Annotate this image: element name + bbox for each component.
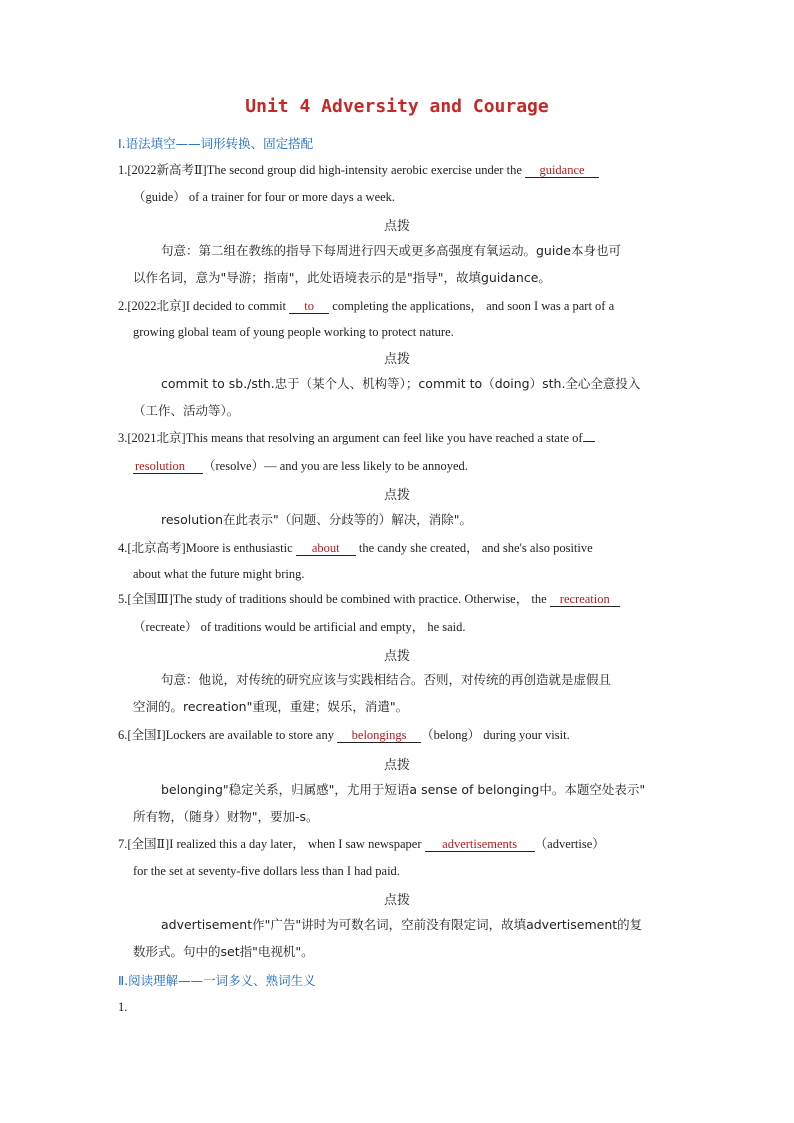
explanation-2-line-2: （工作、活动等）。 xyxy=(133,403,240,418)
question-4-line-1: 4.[北京高考]Moore is enthusiastic about the candy she created， and she's also positive xyxy=(118,541,593,555)
explanation-6-line-2: 所有物，（随身）财物"，要加-s。 xyxy=(133,809,319,824)
answer-4: about xyxy=(296,541,356,556)
question-6-line-1: 6.[全国Ⅰ]Lockers are available to store any belongings （belong） during your visit. xyxy=(118,728,570,742)
answer-5: recreation xyxy=(550,592,620,607)
question-5-line-2: （recreate） of traditions would be artificial and empty， he said. xyxy=(133,620,466,634)
explanation-5-line-2: 空洞的。recreation"重现，重建；娱乐，消遣"。 xyxy=(133,699,409,714)
hint-label: 点拨 xyxy=(383,488,410,503)
answer-3: resolution xyxy=(133,459,203,474)
answer-7: advertisements xyxy=(425,837,535,852)
hint-label: 点拨 xyxy=(383,758,410,773)
hint-label: 点拨 xyxy=(383,352,410,367)
answer-2: to xyxy=(289,299,329,314)
explanation-2-line-1: commit to sb./sth.忠于（某个人、机构等）；commit to（doing）sth.全心全意投入 xyxy=(161,376,641,391)
question-4-line-2: about what the future might bring. xyxy=(133,567,305,581)
explanation-5-line-1: 句意：他说，对传统的研究应该与实践相结合。否则，对传统的再创造就是虚假且 xyxy=(161,672,612,687)
question-1-line-2: （guide） of a trainer for four or more days a week. xyxy=(133,190,396,204)
question-3-line-1: 3.[2021北京]This means that resolving an argument can feel like you have reached a state of xyxy=(118,430,595,446)
question-2-line-1: 2.[2022北京]I decided to commit to completing the applications， and soon I was a part of a xyxy=(118,299,615,313)
hint-label: 点拨 xyxy=(383,893,410,908)
explanation-7-line-2: 数形式。句中的set指"电视机"。 xyxy=(133,944,314,959)
question-2-line-2: growing global team of young people working to protect nature. xyxy=(133,325,454,339)
explanation-6-line-1: belonging"稳定关系，归属感"，尤用于短语a sense of belonging中。本题空处表示" xyxy=(161,782,646,797)
question-1-line-1: 1.[2022新高考Ⅱ]The second group did high-intensity aerobic exercise under the guidance xyxy=(118,162,599,178)
hint-label: 点拨 xyxy=(383,219,410,234)
page-title: Unit 4 Adversity and Courage xyxy=(245,96,549,117)
answer-6: belongings xyxy=(337,728,421,743)
section-heading-reading: Ⅱ.阅读理解——一词多义、熟词生义 xyxy=(118,973,316,988)
hint-label: 点拨 xyxy=(383,649,410,664)
section-heading-grammar: Ⅰ.语法填空——词形转换、固定搭配 xyxy=(118,136,314,151)
question-7-line-1: 7.[全国Ⅱ]I realized this a day later， when I saw newspaper advertisements （advertise） xyxy=(118,837,605,851)
explanation-1-line-1: 句意：第二组在教练的指导下每周进行四天或更多高强度有氧运动。guide本身也可 xyxy=(161,243,621,258)
explanation-3-line-1: resolution在此表示"（问题、分歧等的）解决，消除"。 xyxy=(161,512,473,527)
explanation-7-line-1: advertisement作"广告"讲时为可数名词，空前没有限定词，故填advertisement的复 xyxy=(161,917,643,932)
answer-1: guidance xyxy=(525,163,599,178)
question-5-line-1: 5.[全国Ⅲ]The study of traditions should be combined with practice. Otherwise， the recreation xyxy=(118,591,620,607)
reading-item-1: 1. xyxy=(118,1000,128,1014)
explanation-1-line-2: 以作名词，意为"导游；指南"，此处语境表示的是"指导"，故填guidance。 xyxy=(133,270,551,285)
question-7-line-2: for the set at seventy-five dollars less than I had paid. xyxy=(133,864,400,878)
question-3-line-2: resolution （resolve）— and you are less likely to be annoyed. xyxy=(135,459,468,473)
